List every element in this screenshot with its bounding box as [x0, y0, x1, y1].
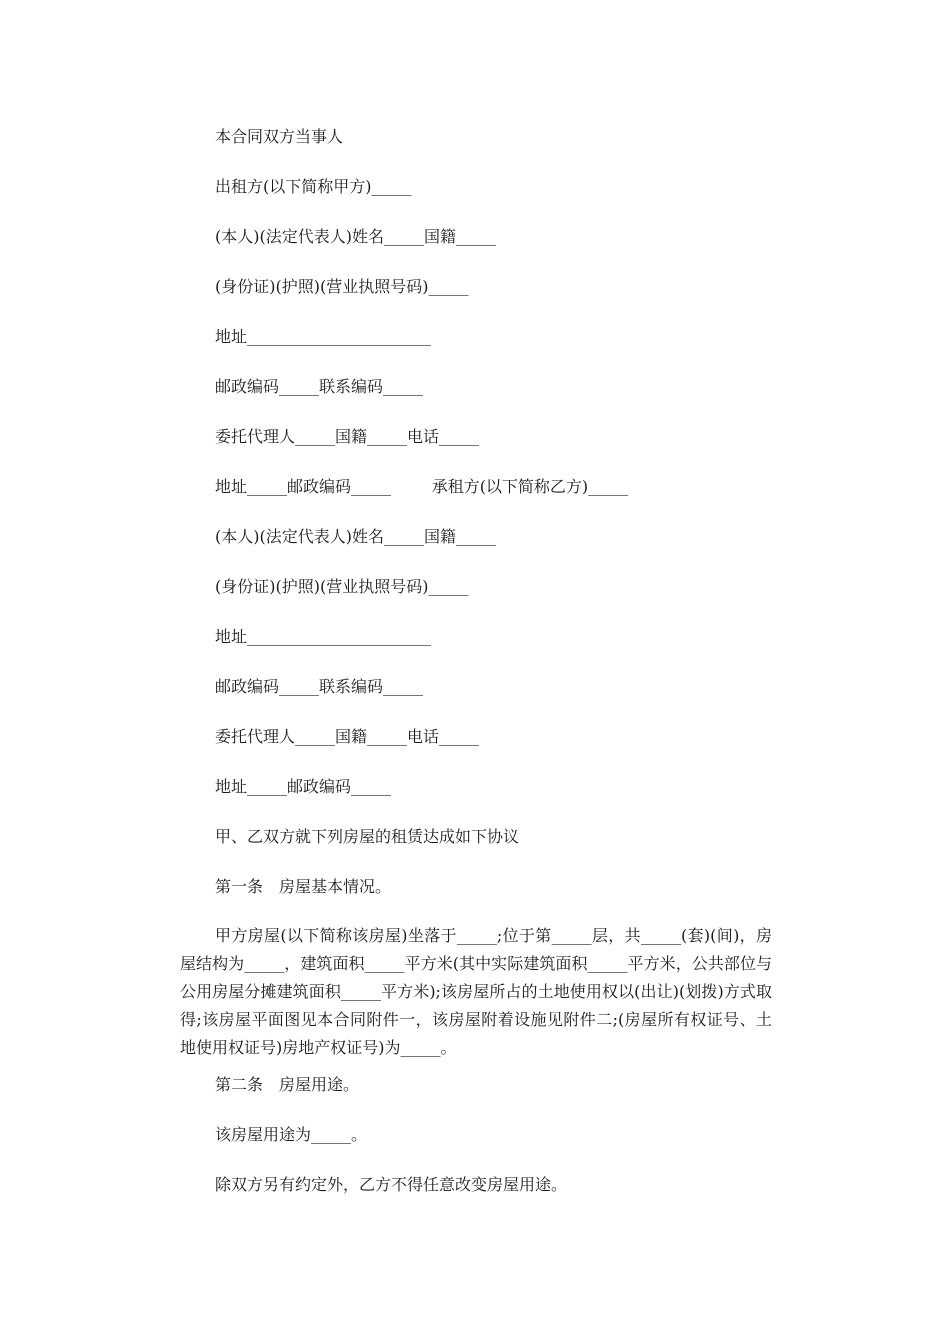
lessor-name-nationality-line: (本人)(法定代表人)姓名_____国籍_____ — [215, 227, 496, 246]
lessor-postcode-line: 邮政编码_____联系编码_____ — [215, 377, 424, 396]
lessor-line: 出租方(以下简称甲方)_____ — [215, 177, 412, 196]
lessor-id-line: (身份证)(护照)(营业执照号码)_____ — [215, 277, 469, 296]
article-2-title: 第二条 房屋用途。 — [215, 1075, 360, 1094]
agreement-intro: 甲、乙双方就下列房屋的租赁达成如下协议 — [215, 827, 520, 846]
lessee-agent-address-line: 地址_____邮政编码_____ — [215, 777, 392, 796]
article-1-title: 第一条 房屋基本情况。 — [215, 877, 392, 896]
lessee-id-line: (身份证)(护照)(营业执照号码)_____ — [215, 577, 469, 596]
lessee-agent-line: 委托代理人_____国籍_____电话_____ — [215, 727, 480, 746]
lessor-agent-address-lessee-line: 地址_____邮政编码_____ 承租方(以下简称乙方)_____ — [215, 477, 629, 496]
article-1-body: 甲方房屋(以下简称该房屋)坐落于_____;位于第_____层，共_____(套)(间)，房屋结构为_____，建筑面积_____平方米(其中实际建筑面积_____平方米，公共部位与公用房屋分摊建筑面积_____平方米);该房屋所占的土地使用权以(出让)(划拨)方式取得;该房屋平面图见本合同附件一，该房屋附着设施见附件二;(房屋所有权证号、土地使用权证号)房地产权证号)为_____。 — [180, 926, 772, 1057]
lessor-address-line: 地址_______________________ — [215, 327, 432, 346]
parties-heading: 本合同双方当事人 — [215, 127, 344, 146]
lessee-address-line: 地址_______________________ — [215, 627, 432, 646]
lessee-postcode-line: 邮政编码_____联系编码_____ — [215, 677, 424, 696]
article-2-use-line: 该房屋用途为_____。 — [215, 1125, 368, 1144]
lessor-agent-line: 委托代理人_____国籍_____电话_____ — [215, 427, 480, 446]
lessee-name-nationality-line: (本人)(法定代表人)姓名_____国籍_____ — [215, 527, 496, 546]
article-2-restriction-line: 除双方另有约定外，乙方不得任意改变房屋用途。 — [215, 1175, 568, 1194]
